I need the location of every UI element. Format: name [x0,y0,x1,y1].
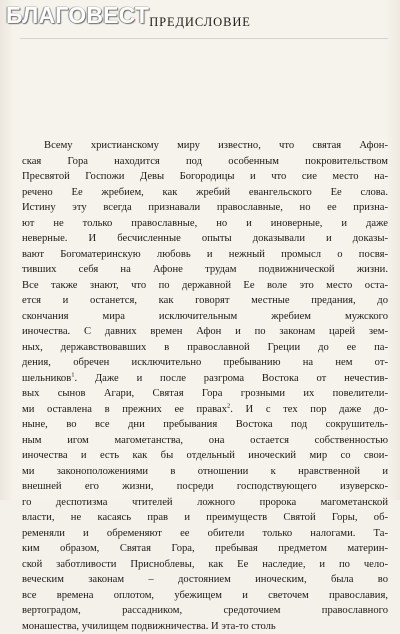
text-line: все времена оплотом, убежищем и светочем православия, [22,588,388,604]
text-line: дения, обречен исключительно пребыванию на нем от- [22,355,388,371]
text-line: ская Гора находится под особенным покровительством [22,154,388,170]
text-line: ременяли и обременяют ее обители только налогами. Та- [22,526,388,542]
text-line: вают Богоматеринскую любовь и нежный промысл о посвя- [22,247,388,263]
text-line: Все также знают, что по державной Ее воле это место оста- [22,278,388,294]
text-line: ской заботливости Присноблевы, как Ее наследие, и по чело- [22,557,388,573]
heading-divider [20,38,388,39]
text-line: тивших себя на Афоне трудам подвижнической жизни. [22,262,388,278]
body-text [22,138,388,634]
watermark-logo: БЛАГОВЕСТ [6,2,149,29]
text-line: вых сынов Агари, Святая Гора грозными их повелители- [22,386,388,402]
text-line: Пресвятой Госпожи Девы Богородицы и что сие место на- [22,169,388,185]
text-fragment: шельников [22,373,71,384]
text-line: монашества, училищем подвижничества. И эта-то столь [22,619,388,634]
text-line: ных, державствовавших в православной Греции до ее па- [22,340,388,356]
text-line: Истину эту всегда признавали православные, но ее призна- [22,200,388,216]
text-line: скончания мира исключительным жребием мужского [22,309,388,325]
text-line: ется и останется, как говорят местные предания, до [22,293,388,309]
text-line: вертоградом, рассадником, средоточием православного [22,603,388,619]
text-line: веческим законам – достоянием иноческим, была во [22,572,388,588]
text-line: ным игом магометанства, она остается собственностью [22,433,388,449]
text-line: внешней его жизни, посреди господствующего изуверско- [22,479,388,495]
text-line: речено Ее жребием, как жребий евангельского Ее слова. [22,185,388,201]
text-line [22,402,388,418]
text-line: ми законоположениями в отношении к нравственной и [22,464,388,480]
text-line: ким образом, Святая Гора, пребывая предметом материн- [22,541,388,557]
text-line: неверные. И бесчисленные опыты доказывали и доказы- [22,231,388,247]
text-line: власти, не касаясь прав и преимуществ Святой Горы, об- [22,510,388,526]
text-fragment: Даже и после разгрома Востока от нечестив- [95,373,388,384]
footnote-marker[interactable]: 2 [227,402,230,409]
text-line: шельников$^1$. Даже и после разгрома Востока от нечестив- [22,371,388,387]
text-fragment: . И с тех пор даже до- [230,404,388,415]
text-line: ют не только православные, но и иноверные, и даже [22,216,388,232]
text-line: ныне, во все дни пребывания Востока под сокрушитель- [22,417,388,433]
text-line: иночества и есть как бы отдельный иноческий мир со свои- [22,448,388,464]
footnote-marker[interactable]: 1 [71,371,74,378]
page-heading: ПРЕДИСЛОВИЕ [0,15,400,30]
text-line: Всему христианскому миру известно, что святая Афон- [22,138,388,154]
text-line: го деспотизма чтителей ложного пророка магометанской [22,495,388,511]
text-fragment: ми оставлена в прежних ее правах [22,404,227,415]
text-line: иночества. С давних времен Афон и по законам царей зем- [22,324,388,340]
